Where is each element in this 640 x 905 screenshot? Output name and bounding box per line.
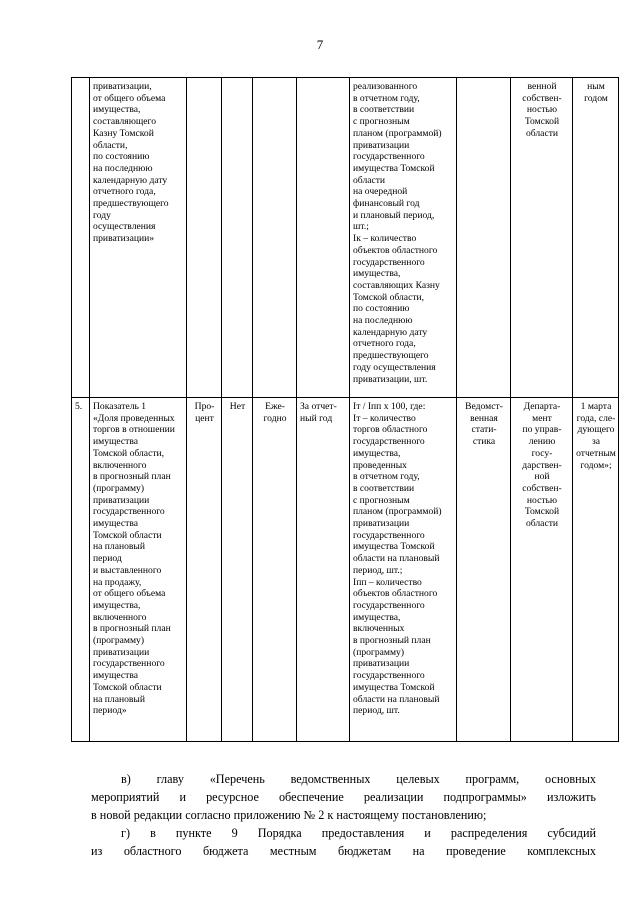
paragraph-v [91, 770, 596, 824]
indicators-table [71, 77, 619, 742]
paragraph-g [91, 824, 596, 860]
collection-method: Ведомст- венная стати- стика [457, 398, 511, 742]
paragraph-line: в) главу «Перечень ведомственных целевых программ, основных [121, 772, 596, 786]
indicator-name: приватизации, от общего объема имущества, составляющего Казну Томской области, по состоянию на последнюю календарную дату отчетного года, предшествующего году осуществления приватизации» [90, 78, 187, 398]
paragraph-line: в новой редакции согласно приложению № 2 к настоящему постановлению; [91, 808, 487, 822]
indicator-name: Показатель 1 «Доля проведенных торгов в отношении имущества Томской области, включенного в прогнозный план (программу) приватизации государственного имущества Томской области на плановый период и выставленного на продажу, от общего объема имущества, включенного в прогнозный план (программу) приватизации государственного имущества Томской области на плановый период» [90, 398, 187, 742]
periodicity [253, 78, 297, 398]
paragraph-line: г) в пункте 9 Порядка предоставления и распределения субсидий [121, 826, 596, 840]
unit: Про- цент [187, 398, 222, 742]
formula: реализованного в отчетном году, в соответствии с прогнозным планом (программой) приватизации государственного имущества Томской области на очередной финансовый год и плановый период, шт.; Iк – количество объектов областного государственного имущества, составляющих Казну Томской области, по состоянию на последнюю календарную дату отчетного года, предшествующего году осуществления приватизации, шт. [350, 78, 457, 398]
flag [222, 78, 253, 398]
table-row [72, 78, 619, 398]
unit [187, 78, 222, 398]
time-period [297, 78, 350, 398]
deadline: ным годом [573, 78, 619, 398]
periodicity: Еже- годно [253, 398, 297, 742]
collection-method [457, 78, 511, 398]
table-row [72, 398, 619, 742]
responsible: Департа- мент по управ- лению госу- дарствен- ной собствен- ностью Томской области [511, 398, 573, 742]
page-number: 7 [316, 37, 324, 52]
formula: Iт / Iпп x 100, где: Iт – количество торгов областного государственного имущества, проведенных в отчетном году, в соответствии с прогнозным планом (программой) приватизации государственного имущества Томской области на плановый период, шт.; Iпп – количество объектов областного государственного имущества, включенных в прогнозный план (программу) приватизации государственного имущества Томской области на плановый период, шт. [350, 398, 457, 742]
flag: Нет [222, 398, 253, 742]
row-number [72, 78, 90, 398]
paragraph-line: из областного бюджета местным бюджетам на проведение комплексных [91, 844, 596, 858]
paragraph-line: мероприятий и ресурсное обеспечение реализации подпрограммы» изложить [91, 790, 596, 804]
deadline: 1 марта года, сле- дующего за отчетным годом»; [573, 398, 619, 742]
time-period: За отчет- ный год [297, 398, 350, 742]
row-number: 5. [72, 398, 90, 742]
responsible: венной собствен- ностью Томской области [511, 78, 573, 398]
